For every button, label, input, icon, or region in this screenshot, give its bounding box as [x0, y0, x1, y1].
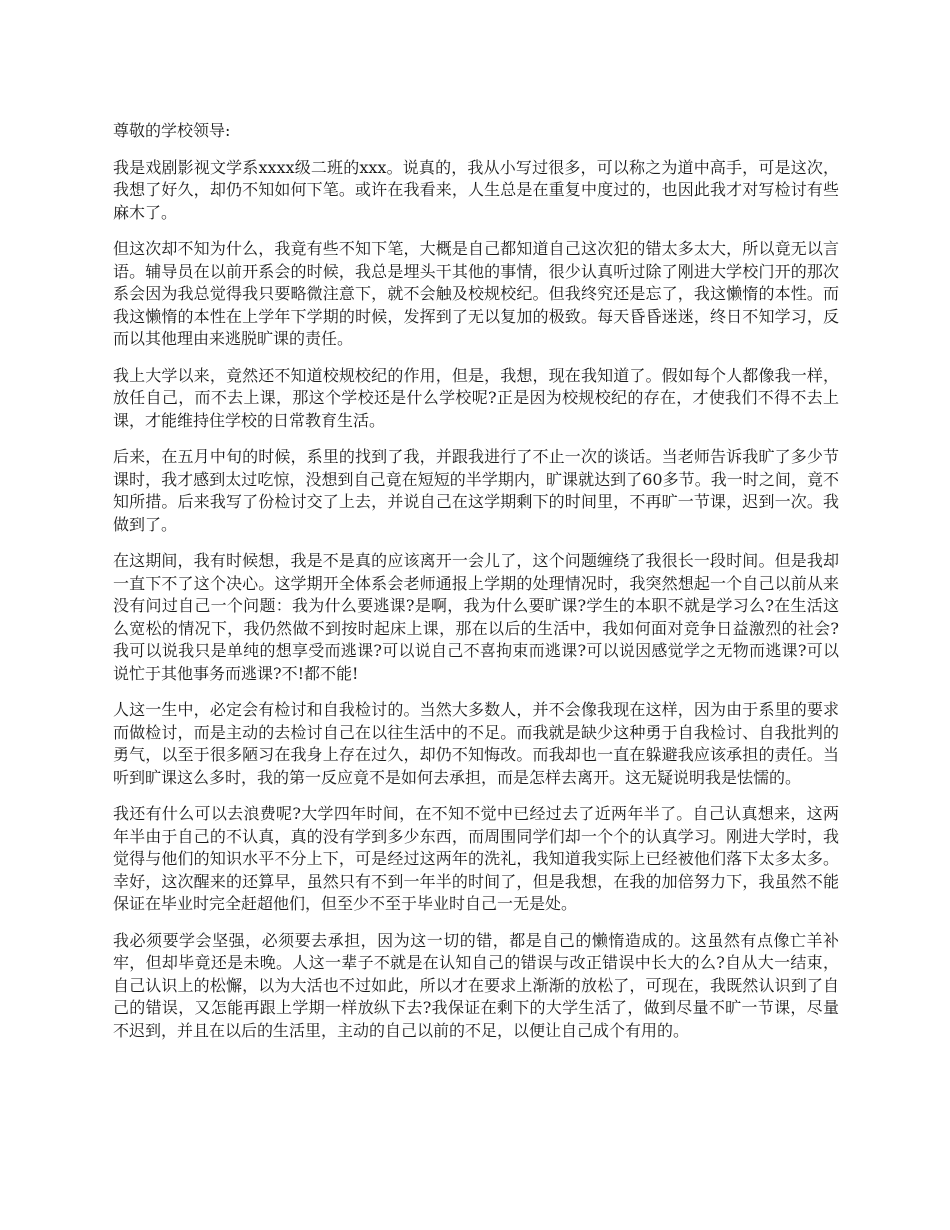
paragraph-1: 我是戏剧影视文学系xxxx级二班的xxx。说真的，我从小写过很多，可以称之为道中高手，可是这次，我想了好久，却仍不知如何下笔。或许在我看来，人生总是在重复中度过的，也因此我才对写检讨有些麻木了。 — [113, 157, 839, 222]
paragraph-7: 我还有什么可以去浪费呢?大学四年时间，在不知不觉中已经过去了近两年半了。自己认真想来，这两年半由于自己的不认真，真的没有学到多少东西，而周围同学们却一个个的认真学习。刚进大学时，我觉得与他们的知识水平不分上下，可是经过这两年的洗礼，我知道我实际上已经被他们落下太多太多。幸好，这次醒来的还算早，虽然只有不到一年半的时间了，但是我想，在我的加倍努力下，我虽然不能保证在毕业时完全赶超他们，但至少不至于毕业时自己一无是处。 — [113, 804, 839, 913]
salutation: 尊敬的学校领导: — [113, 121, 231, 140]
paragraph-5: 在这期间，我有时候想，我是不是真的应该离开一会儿了，这个问题缠绕了我很长一段时间。但是我却一直下不了这个决心。这学期开全体系会老师通报上学期的处理情况时，我突然想起一个自己以前从来没有问过自己一个问题：我为什么要逃课?是啊，我为什么要旷课?学生的本职不就是学习么?在生活这么宽松的情况下，我仍然做不到按时起床上课，那在以后的生活中，我如何面对竞争日益激烈的社会?我可以说我只是单纯的想享受而逃课?可以说自己不喜拘束而逃课?可以说因感觉学之无物而逃课?可以说忙于其他事务而逃课?不!都不能! — [113, 551, 839, 683]
paragraph-3: 我上大学以来，竟然还不知道校规校纪的作用，但是，我想，现在我知道了。假如每个人都像我一样，放任自己，而不去上课，那这个学校还是什么学校呢?正是因为校规校纪的存在，才使我们不得不去上课，才能维持住学校的日常教育生活。 — [113, 365, 839, 430]
paragraph-4: 后来，在五月中旬的时候，系里的找到了我，并跟我进行了不止一次的谈话。当老师告诉我旷了多少节课时，我才感到太过吃惊，没想到自己竟在短短的半学期内，旷课就达到了60多节。我一时之间，竟不知所措。后来我写了份检讨交了上去，并说自己在这学期剩下的时间里，不再旷一节课，迟到一次。我做到了。 — [113, 447, 839, 534]
paragraph-2: 但这次却不知为什么，我竟有些不知下笔，大概是自己都知道自己这次犯的错太多太大，所以竟无以言语。辅导员在以前开系会的时候，我总是埋头干其他的事情，很少认真听过除了刚进大学校门开的那次系会因为我总觉得我只要略微注意下，就不会触及校规校纪。但我终究还是忘了，我这懒惰的本性。而我这懒惰的本性在上学年下学期的时候，发挥到了无以复加的极致。每天昏昏迷迷，终日不知学习，反而以其他理由来逃脱旷课的责任。 — [113, 239, 839, 348]
document-body — [113, 120, 839, 1056]
paragraph-8: 我必须要学会坚强，必须要去承担，因为这一切的错，都是自己的懒惰造成的。这虽然有点像亡羊补牢，但却毕竟还是未晚。人这一辈子不就是在认知自己的错误与改正错误中长大的么?自从大一结束，自己认识上的松懈，以为大活也不过如此，所以才在要求上渐渐的放松了，可现在，我既然认识到了自己的错误，又怎能再跟上学期一样放纵下去?我保证在剩下的大学生活了，做到尽量不旷一节课，尽量不迟到，并且在以后的生活里，主动的自己以前的不足，以便让自己成个有用的。 — [113, 930, 839, 1040]
paragraph-6: 人这一生中，必定会有检讨和自我检讨的。当然大多数人，并不会像我现在这样，因为由于系里的要求而做检讨，而是主动的去检讨自己在以往生活中的不足。而我就是缺少这种勇于自我检讨、自我批判的勇气，以至于很多陋习在我身上存在过久，却仍不知悔改。而我却也一直在躲避我应该承担的责任。当听到旷课这么多时，我的第一反应竟不是如何去承担，而是怎样去离开。这无疑说明我是怯懦的。 — [113, 700, 839, 787]
